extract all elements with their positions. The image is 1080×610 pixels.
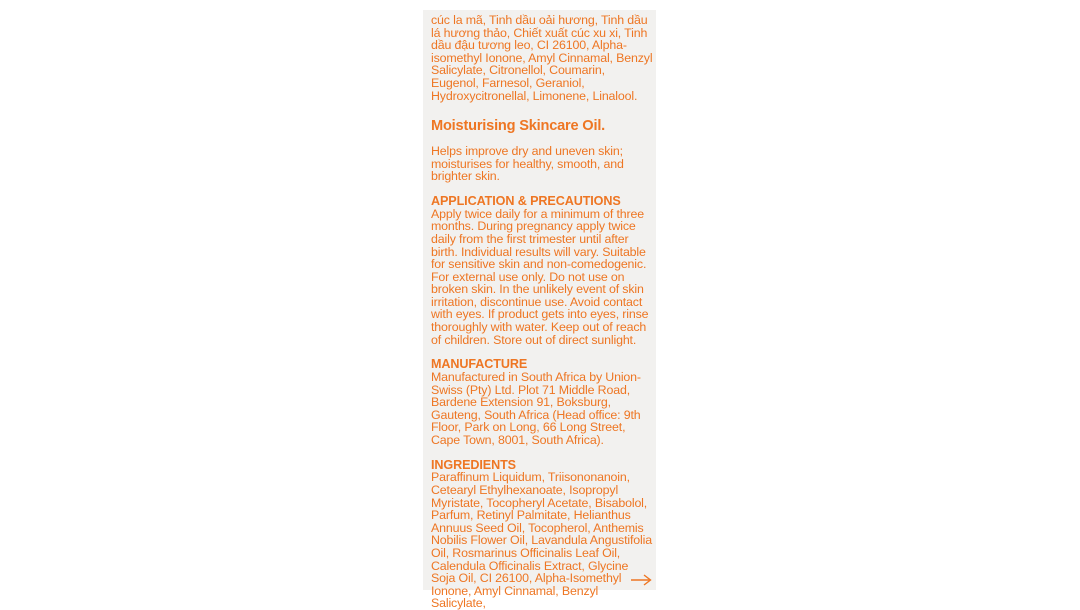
manufacture-body: Manufactured in South Africa by Union-Swiss (Pty) Ltd. Plot 71 Middle Road, Bardene Extension 91, Boksburg, Gauteng, South Africa (Head office: 9th Floor, Park on Long, 66 Long Street, Cape Town, 8001, South Africa). — [431, 370, 641, 448]
application-body: Apply twice daily for a minimum of three months. During pregnancy apply twice daily from the first trimester until after birth. Individual results will vary. Suitable for sensitive skin and non-comedogenic. For external use only. Do not use on broken skin. In the unlikely event of skin irritation, discontinue use. Avoid contact with eyes. If product gets into eyes, rinse thoroughly with water. Keep out of reach of children. Store out of direct sunlight. — [431, 206, 649, 347]
ingredients-body: Paraffinum Liquidum, Triisononanoin, Cetearyl Ethylhexanoate, Isopropyl Myristate, Tocopheryl Acetate, Bisabolol, Parfum, Retinyl Palmitate, Helianthus Annuus Seed Oil, Tocopherol, Anthemis Nobilis Flower Oil, Lavandula Angustifolia Oil, Rosmarinus Officinalis Leaf Oil, Calendula Officinalis Extract, Glycine Soja Oil, CI 26100, Alpha-Isomethyl Ionone, Amyl Cinnamal, Benzyl Salicylate, — [431, 470, 652, 610]
label-content — [431, 14, 653, 610]
intro-ingredients-text: cúc la mã, Tinh dầu oải hương, Tinh dầu lá hương thảo, Chiết xuất cúc xu xi, Tinh dầu đậu tương leo, CI 26100, Alpha-isomethyl Ionone, Amyl Cinnamal, Benzyl Salicylate, Citronellol, Coumarin, Eugenol, Farnesol, Geraniol, Hydroxycitronellal, Limonene, Linalool. — [431, 13, 653, 103]
ingredients-section — [431, 459, 653, 610]
product-label-panel — [423, 10, 656, 610]
application-section — [431, 195, 653, 346]
product-description: Helps improve dry and uneven skin; moisturises for healthy, smooth, and brighter skin. — [431, 144, 624, 184]
ingredients-heading: INGREDIENTS — [431, 457, 516, 472]
manufacture-section — [431, 358, 653, 446]
application-heading: APPLICATION & PRECAUTIONS — [431, 193, 621, 208]
product-title: Moisturising Skincare Oil. — [431, 118, 606, 135]
manufacture-heading: MANUFACTURE — [431, 357, 528, 372]
right-arrow-icon — [630, 574, 652, 586]
